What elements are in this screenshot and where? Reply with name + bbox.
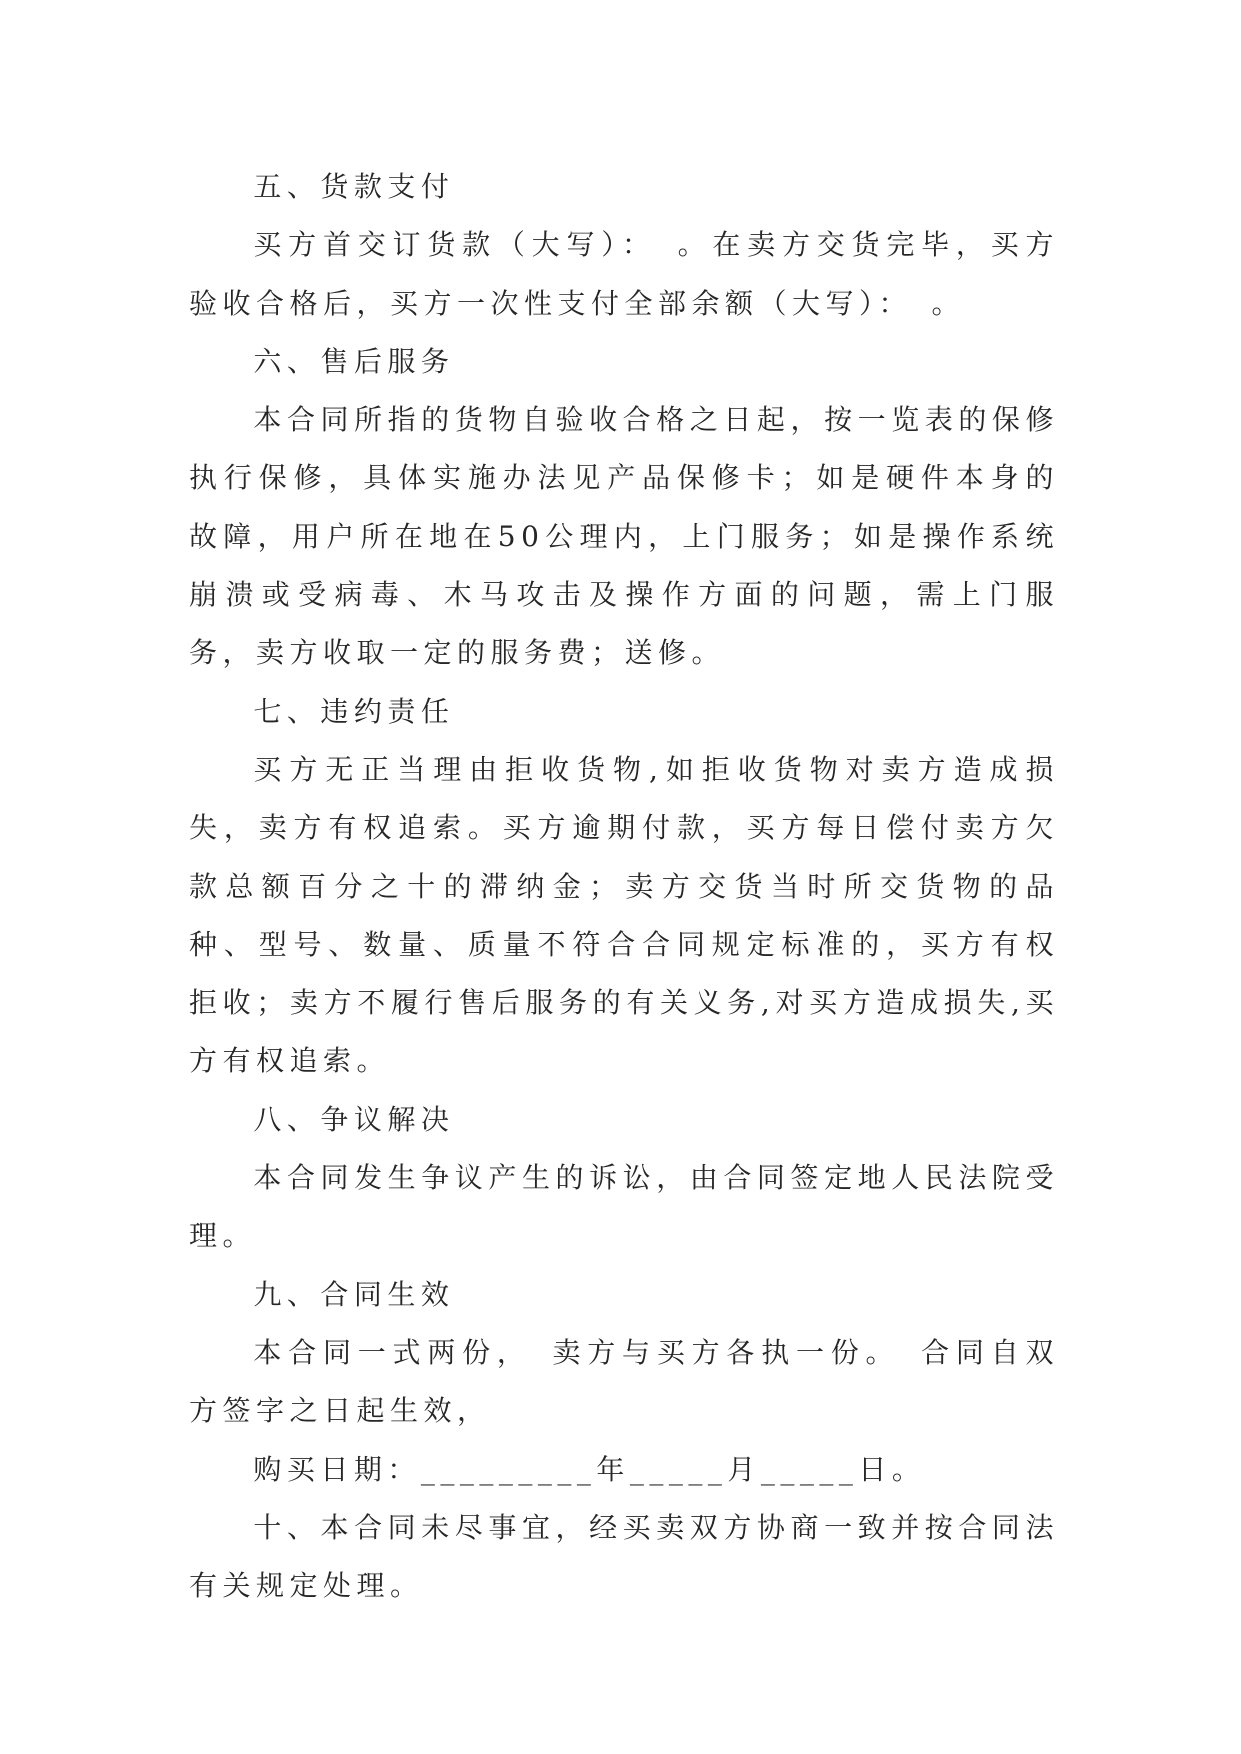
- purchase-date-line: 购买日期：_________年_____月_____日。: [253, 1452, 926, 1486]
- payment-paragraph: 买方首交订货款（大写）： 。在卖方交货完毕，买方验收合格后，买方一次性支付全部余额（大写）： 。: [189, 228, 1059, 320]
- section-heading-payment: 五、货款支付: [253, 170, 455, 203]
- document-body: [189, 158, 1059, 1615]
- after-sales-paragraph: 本合同所指的货物自验收合格之日起，按一览表的保修执行保修，具体实施办法见产品保修卡；如是硬件本身的故障，用户所在地在50公理内，上门服务；如是操作系统崩溃或受病毒、木马攻击及操作方面的问题，需上门服务，卖方收取一定的服务费；送修。: [189, 403, 1059, 670]
- liability-paragraph: 买方无正当理由拒收货物,如拒收货物对卖方造成损失，卖方有权追索。买方逾期付款，买方每日偿付卖方欠款总额百分之十的滞纳金；卖方交货当时所交货物的品种、型号、数量、质量不符合合同规定标准的，买方有权拒收；卖方不履行售后服务的有关义务,对买方造成损失,买方有权追索。: [189, 752, 1059, 1078]
- section-heading-liability: 七、违约责任: [253, 694, 455, 728]
- section-heading-dispute: 八、争议解决: [253, 1102, 455, 1136]
- misc-clause-paragraph: 十、本合同未尽事宜，经买卖双方协商一致并按合同法有关规定处理。: [189, 1510, 1059, 1603]
- dispute-paragraph: 本合同发生争议产生的诉讼，由合同签定地人民法院受理。: [189, 1161, 1059, 1253]
- effect-paragraph: 本合同一式两份， 卖方与买方各执一份。 合同自双方签字之日起生效，: [189, 1335, 1059, 1428]
- section-heading-after-sales: 六、售后服务: [253, 344, 455, 378]
- section-heading-effect: 九、合同生效: [253, 1277, 455, 1311]
